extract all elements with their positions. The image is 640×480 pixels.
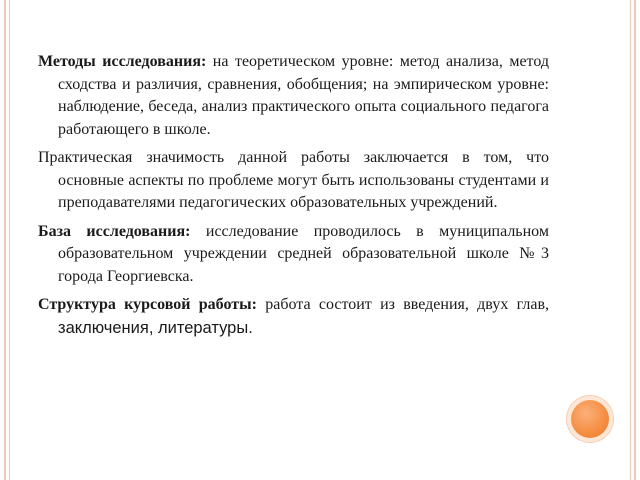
decorative-orange-circle xyxy=(571,400,609,438)
paragraph-base xyxy=(38,221,549,289)
left-border-stripe-inner xyxy=(9,0,10,480)
left-border-stripe xyxy=(4,0,6,480)
right-border-stripe xyxy=(634,0,636,480)
structure-text-tail: заключения, литературы. xyxy=(58,318,253,337)
right-border-stripe-inner xyxy=(630,0,631,480)
paragraph-structure xyxy=(38,294,549,340)
structure-heading: Структура курсовой работы: xyxy=(38,296,257,313)
base-text: исследование проводилось в муниципальном образовательном учреждении средней образовательной школе №3 города Георгиевска. xyxy=(58,222,549,285)
methods-text: на теоретическом уровне: метод анализа, метод сходства и различия, сравнения, обобщения; на эмпирическом уровне: наблюдение, беседа, анализ практического опыта социального педагога работающего в школе. xyxy=(58,53,550,138)
paragraph-significance xyxy=(38,147,549,215)
methods-heading: Методы исследования: xyxy=(38,53,207,70)
slide-text xyxy=(38,51,549,346)
structure-text: работа состоит из введения, двух глав, xyxy=(256,296,549,313)
paragraph-methods xyxy=(38,51,549,141)
significance-text: Практическая значимость данной работы заключается в том, что основные аспекты по проблеме могут быть использованы студентами и преподавателями педагогических образовательных учреждений. xyxy=(38,149,549,211)
base-heading: База исследования: xyxy=(38,222,191,240)
